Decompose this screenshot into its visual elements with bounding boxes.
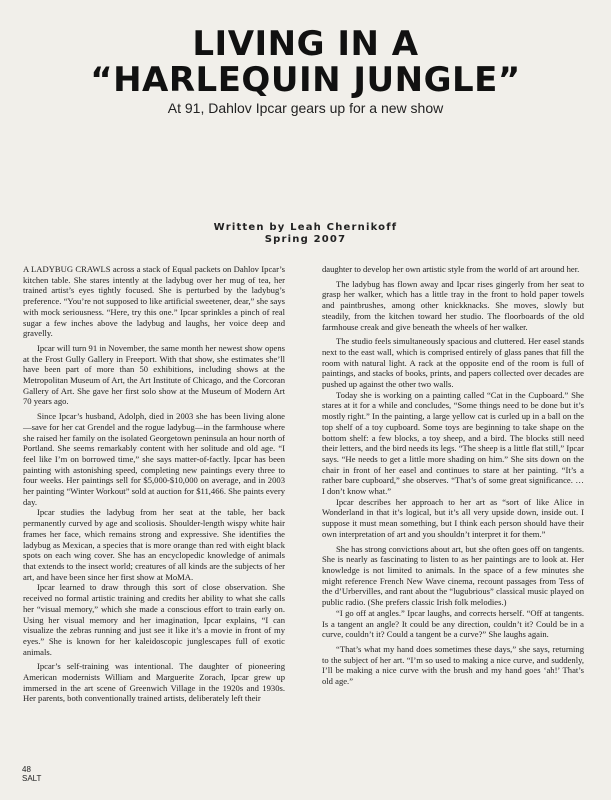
paragraph: The studio feels simultaneously spacious and cluttered. Her easel stands next to the east wall, which is comprised entirely of glass panes that fill the room with natural light. A rack at the opposite end of the room is full of paintings, and stacks of books, prints, and papers collected over decades are pushed up against the other two walls. [322, 336, 584, 390]
paragraph: “I go off at angles.” Ipcar laughs, and corrects herself. “Off at tangents. Is a tangent an angle? It could be any direction, couldn’t it? Could be in a curve, couldn’t it? Could a tangent be a curve?” She laughs again. [322, 607, 584, 640]
paragraph: Ipcar’s self-training was intentional. The daughter of pioneering American modernists William and Marguerite Zorach, Ipcar grew up immersed in the art scene of Greenwich Village in the 1920s and 1930s. Her parents, both conventionally trained artists, deliberately left their [23, 661, 285, 704]
left-column [23, 264, 285, 704]
paragraph: She has strong convictions about art, but she often goes off on tangents. She is nearly as fascinating to listen to as her paintings are to look at. Her knowledge is not limited to animals. In the space of a few minutes she might reference French New Wave cinema, recount passages from Tess of the d’Urbervilles, and rant about the “lugubrious” classical music played on public radio. (She prefers classic Irish folk melodies.) [322, 543, 584, 608]
title-line-1: LIVING IN A [192, 24, 419, 64]
article-title [0, 26, 611, 98]
page-folio [22, 765, 41, 783]
title-line-2: “HARLEQUIN JUNGLE” [90, 60, 521, 100]
paragraph: “That’s what my hand does sometimes these days,” she says, returning to the subject of her art. “I’m so used to making a nice curve, and suddenly, I’ll be making a nice curve with the brush and my hand goes ‘ah!’ That’s old age.” [322, 643, 584, 687]
magazine-name: SALT [22, 774, 42, 783]
paragraph: Ipcar will turn 91 in November, the same month her newest show opens at the Frost Gully Gallery in Freeport. With that show, she estimates she’ll have been part of more than 50 exhibitions, including shows at the Metropolitan Museum of Art, the Art Institute of Chicago, and the Corcoran Gallery of Art. She gave her first solo show at the Museum of Modern Art 70 years ago. [23, 342, 285, 407]
paragraph: The ladybug has flown away and Ipcar rises gingerly from her seat to grasp her walker, which has a little tray in the front to hold paper towels and paintbrushes, among other knickknacks. She moves, slowly but steadily, from the kitchen toward her studio. The floorboards of the old farmhouse creak and give beneath the wheels of her walker. [322, 278, 584, 332]
paragraph: Since Ipcar’s husband, Adolph, died in 2003 she has been living alone—save for her cat Grendel and the rogue ladybug—in the farmhouse where she raised her family on the isolated Georgetown peninsula an hour north of Portland. She seems remarkably content with her solitude and old age. “I feel like I’m on borrowed time,” she says matter-of-factly. Ipcar has been painting with astonishing speed, completing new paintings every three to four weeks. Her paintings sell for $5,000-$10,000 on average, and in 2003 her painting “Winter Workout” sold at auction for $11,466. She paints every day. [23, 411, 285, 507]
right-column [322, 264, 584, 687]
paragraph: daughter to develop her own artistic style from the world of art around her. [322, 264, 580, 274]
byline-block [0, 222, 611, 246]
byline-author: Written by Leah Chernikoff [213, 222, 398, 233]
paragraph: A LADYBUG CRAWLS across a stack of Equal packets on Dahlov Ipcar’s kitchen table. She stares intently at the ladybug over her mug of tea, her trained artist’s eyes tightly focused. She is perturbed by the ladybug’s preference. “You’re not supposed to like artificial sweetener, dear,” she says with mock seriousness. “Here, try this one.” Ipcar sprinkles a pinch of real sugar a few inches above the ladybug and laughs, her voice deep and gravelly. [23, 264, 285, 339]
byline-date: Spring 2007 [264, 234, 347, 245]
paragraph: Ipcar studies the ladybug from her seat at the table, her back permanently curved by age and scoliosis. Shoulder-length wispy white hair frames her face, which remains strong and expressive. She identifies the ladybug as Mexican, a species that is more orange than red with eight black spots on each wing cover. She has an encyclopedic knowledge of animals that extends to the insect world; creatures of all kinds are the subjects of her art, and have been since her first show at MoMA. [23, 507, 285, 582]
paragraph: Today she is working on a painting called “Cat in the Cupboard.” She stares at it for a while and concludes, “Some things need to be done but it’s mostly right.” In the painting, a large yellow cat is curled up in a ball on the top shelf of a toy cupboard. Some toys are beginning to take shape on the bottom shelf: a few blocks, a toy sheep, and a bird. The blocks still need their letters, and the bird needs its legs. “The sheep is a little flat still,” Ipcar says. “He needs to get a little more shading on him.” She sits down on the chair in front of her easel and continues to stare at her painting. “It’s a rather bare cupboard,” she observes. “That’s of some great significance. … I don’t know what.” [322, 389, 584, 497]
paragraph: Ipcar learned to draw through this sort of close observation. She received no formal artistic training and credits her ability to what she calls her “visual memory,” which she made a conscious effort to train early on. Using her visual memory and her imagination, Ipcar explains, “I can visualize the zebras running and just see it like it’s a movie in front of my eyes.” She is known for her kaleidoscopic junglescapes full of exotic animals. [23, 582, 285, 657]
page-number: 48 [22, 765, 31, 774]
paragraph: Ipcar describes her approach to her art as “sort of like Alice in Wonderland in that it’s logical, but it’s all very upside down, inside out. I suppose it must mean something, but I think each person should have their own interpretation of art and you shouldn’t interpret it for them.” [322, 496, 584, 539]
article-subtitle: At 91, Dahlov Ipcar gears up for a new show [167, 100, 444, 116]
